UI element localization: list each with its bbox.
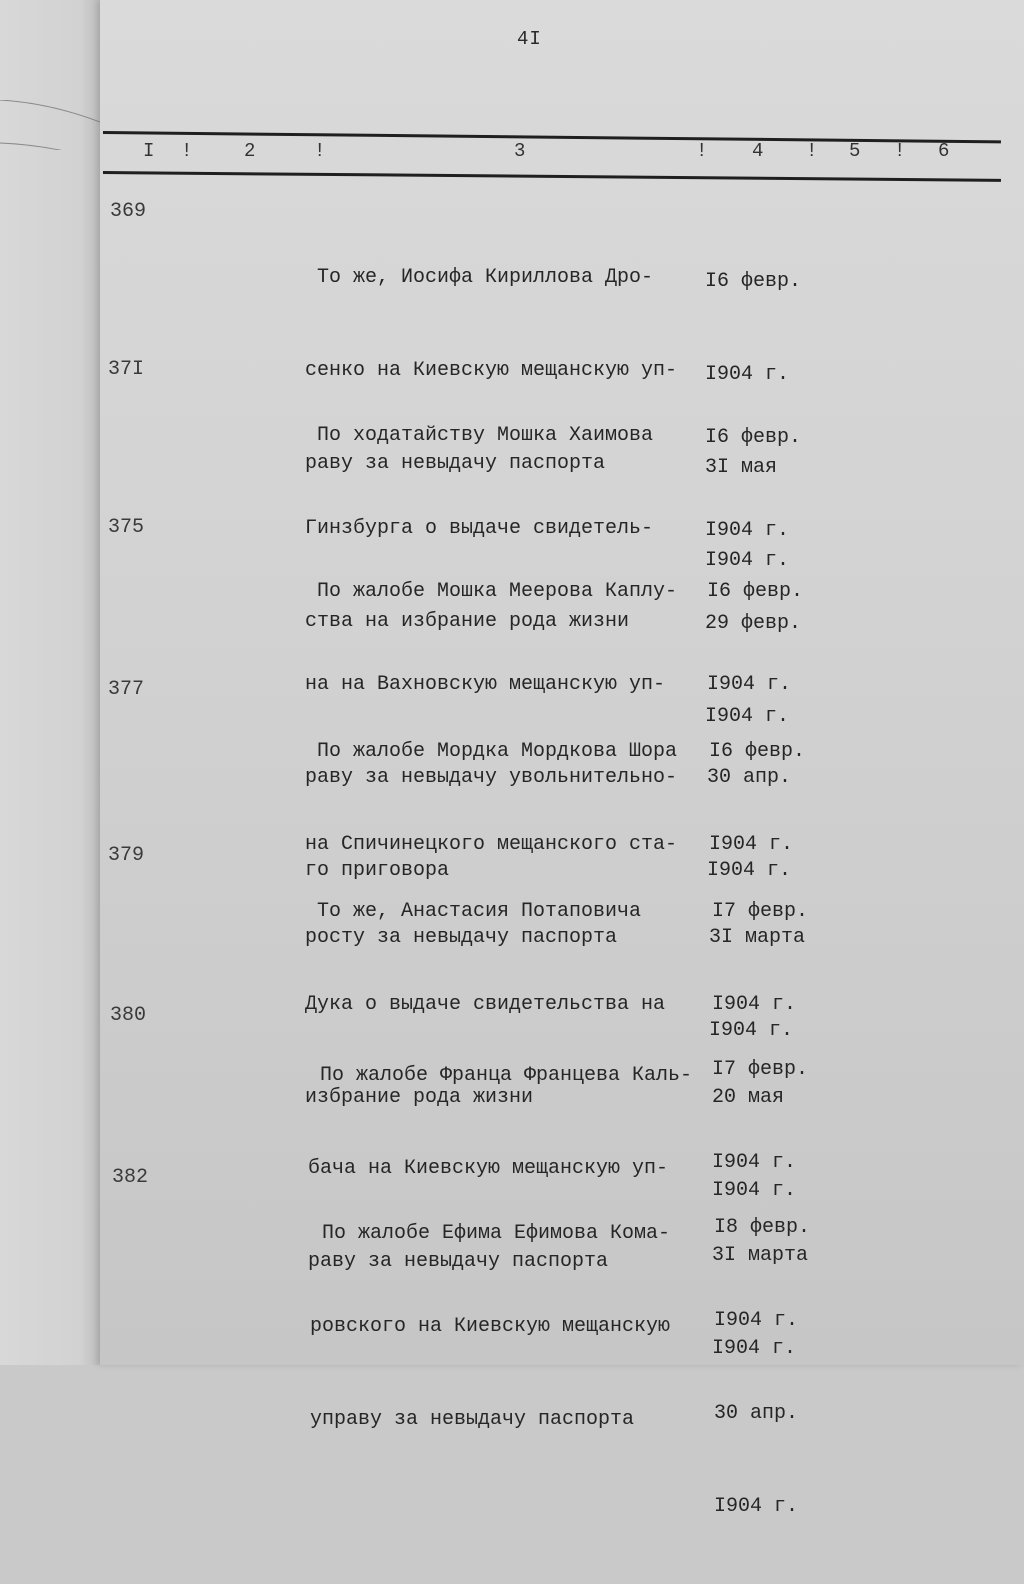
- column-header-1: I: [143, 140, 155, 162]
- column-header-4: 4: [752, 140, 764, 162]
- entry-dates: I7 февр. I904 г. 3I марта I904 г.: [712, 1058, 809, 1360]
- entry-dates: I6 февр. I904 г. 29 февр. I904 г.: [705, 426, 802, 728]
- entry-dates: I8 февр. I904 г. 30 апр. I904 г.: [714, 1216, 811, 1518]
- entry-number: 380: [110, 1004, 147, 1027]
- table-header-bottom-rule: [103, 171, 1001, 182]
- entry-number: 375: [108, 516, 145, 539]
- column-header-5: 5: [849, 140, 861, 162]
- entry-description: То же, Анастасия Потаповича Дука о выдаче свидетельства на избрание рода жизни: [305, 900, 666, 1109]
- entry-description: То же, Иосифа Кириллова Дро- сенко на Киевскую мещанскую уп- раву за невыдачу паспорта: [305, 266, 678, 475]
- entry-number: 379: [108, 844, 145, 867]
- underlying-page-rules: [0, 100, 100, 150]
- entry-dates: I6 февр. I904 г. 3I марта I904 г.: [709, 740, 806, 1042]
- entry-description: По жалобе Мордка Мордкова Шора на Спичинецкого мещанского ста- росту за невыдачу паспорта: [305, 740, 678, 949]
- entry-number: 377: [108, 678, 145, 701]
- table-header-top-rule: [103, 131, 1001, 143]
- entry-number: 37I: [108, 358, 145, 381]
- entry-dates: I7 февр. I904 г. 20 мая I904 г.: [712, 900, 809, 1202]
- column-header-2: 2: [244, 140, 256, 162]
- underlying-page-edge: [0, 0, 100, 1365]
- column-separator: !: [696, 140, 708, 162]
- column-separator: !: [181, 140, 193, 162]
- entry-description: По жалобе Мошка Меерова Каплу- на на Вахновскую мещанскую уп- раву за невыдачу увольнительно- го приговора: [305, 580, 678, 882]
- column-separator: !: [894, 140, 906, 162]
- page-number: 4I: [517, 28, 542, 50]
- column-separator: !: [806, 140, 818, 162]
- entry-dates: I6 февр. I904 г. 3I мая I904 г.: [705, 270, 802, 572]
- column-header-6: 6: [938, 140, 950, 162]
- entry-number: 382: [112, 1166, 149, 1189]
- entry-number: 369: [110, 200, 147, 223]
- entry-description: По ходатайству Мошка Хаимова Гинзбурга о выдаче свидетель- ства на избрание рода жизни: [305, 424, 654, 633]
- column-separator: !: [314, 140, 326, 162]
- column-header-3: 3: [514, 140, 526, 162]
- entry-description: По жалобе Франца Францева Каль- бача на Киевскую мещанскую уп- раву за невыдачу паспорта: [308, 1064, 693, 1273]
- entry-dates: I6 февр. I904 г. 30 апр. I904 г.: [707, 580, 804, 882]
- entry-description: По жалобе Ефима Ефимова Кома- ровского на Киевскую мещанскую управу за невыдачу паспорта: [310, 1222, 671, 1431]
